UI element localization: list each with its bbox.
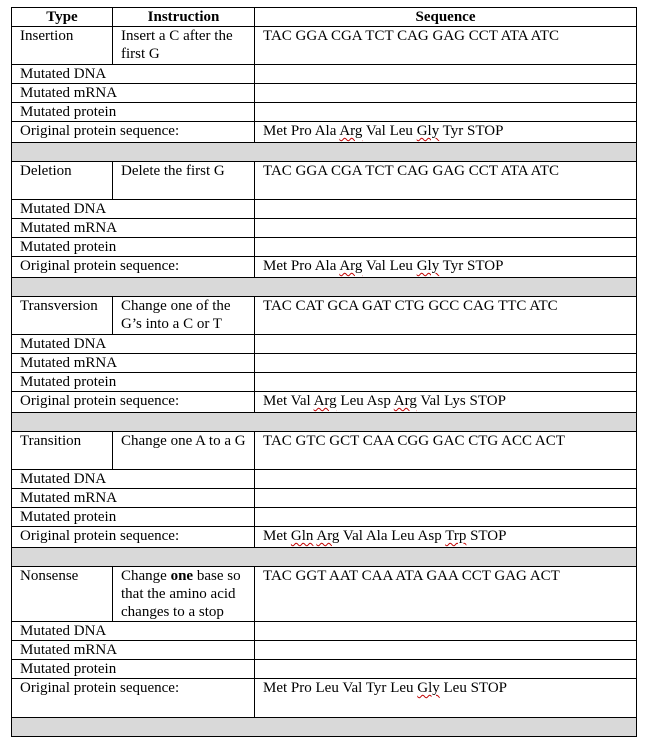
- answer-row: [12, 641, 637, 660]
- answer-row: [12, 489, 637, 508]
- section-separator: [12, 548, 637, 567]
- type-cell: Insertion: [12, 27, 113, 65]
- instruction-cell: [113, 567, 255, 622]
- amino-acid: Lys: [444, 393, 466, 409]
- section-separator: [12, 413, 637, 432]
- amino-acid: Ala: [365, 528, 388, 544]
- row-label: Mutated DNA: [12, 335, 255, 354]
- separator-cell: [12, 413, 637, 432]
- answer-cell[interactable]: [255, 354, 637, 373]
- amino-acid: Tyr: [365, 680, 387, 696]
- answer-cell[interactable]: [255, 335, 637, 354]
- original-protein-sequence: [255, 122, 637, 143]
- type-cell: Transition: [12, 432, 113, 470]
- amino-acid: Leu: [340, 393, 364, 409]
- answer-cell[interactable]: [255, 660, 637, 679]
- answer-cell[interactable]: [255, 489, 637, 508]
- amino-acid: Arg: [339, 123, 363, 139]
- amino-acid: STOP: [470, 528, 507, 544]
- amino-acid: Met: [263, 123, 288, 139]
- separator-cell: [12, 548, 637, 567]
- mutation-worksheet-table: [11, 7, 637, 737]
- row-label: Mutated protein: [12, 238, 255, 257]
- row-label: Mutated protein: [12, 373, 255, 392]
- amino-acid: Ala: [314, 123, 337, 139]
- answer-cell[interactable]: [255, 65, 637, 84]
- original-protein-row: [12, 392, 637, 413]
- answer-row: [12, 354, 637, 373]
- amino-acid: Arg: [316, 528, 340, 544]
- answer-cell[interactable]: [255, 470, 637, 489]
- amino-acid: Pro: [290, 123, 312, 139]
- original-protein-label: Original protein sequence:: [12, 122, 255, 143]
- answer-cell[interactable]: [255, 508, 637, 527]
- amino-acid: Arg: [339, 258, 363, 274]
- answer-cell[interactable]: [255, 200, 637, 219]
- dna-sequence-cell: TAC CAT GCA GAT CTG GCC CAG TTC ATC: [255, 297, 637, 335]
- row-label: Mutated mRNA: [12, 84, 255, 103]
- answer-row: [12, 238, 637, 257]
- amino-acid: Ala: [314, 258, 337, 274]
- header-type: Type: [12, 8, 113, 27]
- original-protein-label: Original protein sequence:: [12, 392, 255, 413]
- row-label: Mutated DNA: [12, 470, 255, 489]
- section-row: [12, 432, 637, 470]
- amino-acid: Val: [365, 258, 386, 274]
- amino-acid: Pro: [290, 680, 312, 696]
- section-row: [12, 297, 637, 335]
- row-label: Mutated protein: [12, 508, 255, 527]
- amino-acid: Arg: [313, 393, 337, 409]
- header-instruction: Instruction: [113, 8, 255, 27]
- row-label: Mutated mRNA: [12, 641, 255, 660]
- amino-acid: Leu: [443, 680, 467, 696]
- type-cell: Nonsense: [12, 567, 113, 622]
- answer-cell[interactable]: [255, 373, 637, 392]
- amino-acid: Gln: [290, 528, 314, 544]
- instruction-cell: Delete the first G: [113, 162, 255, 200]
- amino-acid: Asp: [366, 393, 391, 409]
- amino-acid: Leu: [391, 528, 415, 544]
- answer-row: [12, 622, 637, 641]
- instruction-text-post: base so that the amino acid changes to a stop: [121, 568, 241, 620]
- amino-acid: Val: [342, 680, 363, 696]
- answer-cell[interactable]: [255, 84, 637, 103]
- answer-cell[interactable]: [255, 622, 637, 641]
- original-protein-sequence: [255, 679, 637, 718]
- answer-row: [12, 65, 637, 84]
- amino-acid: Trp: [445, 528, 467, 544]
- original-protein-sequence: [255, 392, 637, 413]
- amino-acid: Met: [263, 258, 288, 274]
- instruction-text-pre: Change: [121, 568, 171, 584]
- separator-cell: [12, 278, 637, 297]
- section-separator: [12, 278, 637, 297]
- instruction-cell: Insert a C after the first G: [113, 27, 255, 65]
- amino-acid: Met: [263, 393, 288, 409]
- answer-cell[interactable]: [255, 238, 637, 257]
- dna-sequence-cell: TAC GGT AAT CAA ATA GAA CCT GAG ACT: [255, 567, 637, 622]
- row-label: Mutated DNA: [12, 200, 255, 219]
- section-separator: [12, 143, 637, 162]
- amino-acid: Val: [342, 528, 363, 544]
- type-cell: Deletion: [12, 162, 113, 200]
- answer-row: [12, 470, 637, 489]
- dna-sequence-cell: TAC GGA CGA TCT CAG GAG CCT ATA ATC: [255, 162, 637, 200]
- table-body: [12, 27, 637, 737]
- original-protein-sequence: [255, 257, 637, 278]
- answer-row: [12, 508, 637, 527]
- original-protein-row: [12, 257, 637, 278]
- original-protein-label: Original protein sequence:: [12, 679, 255, 718]
- section-row: [12, 27, 637, 65]
- header-row: [12, 8, 637, 27]
- instruction-text-bold: one: [170, 568, 194, 584]
- type-cell: Transversion: [12, 297, 113, 335]
- amino-acid: Val: [420, 393, 441, 409]
- answer-row: [12, 200, 637, 219]
- amino-acid: STOP: [467, 258, 504, 274]
- row-label: Mutated protein: [12, 103, 255, 122]
- original-protein-label: Original protein sequence:: [12, 527, 255, 548]
- row-label: Mutated DNA: [12, 622, 255, 641]
- amino-acid: Leu: [389, 123, 413, 139]
- amino-acid: Val: [365, 123, 386, 139]
- answer-cell[interactable]: [255, 103, 637, 122]
- amino-acid: Val: [290, 393, 311, 409]
- answer-cell[interactable]: [255, 219, 637, 238]
- amino-acid: Gly: [416, 123, 440, 139]
- original-protein-row: [12, 679, 637, 718]
- original-protein-row: [12, 122, 637, 143]
- amino-acid: STOP: [469, 393, 506, 409]
- section-row: [12, 567, 637, 622]
- amino-acid: Tyr: [442, 258, 464, 274]
- answer-row: [12, 103, 637, 122]
- amino-acid: STOP: [470, 680, 508, 696]
- amino-acid: Leu: [390, 680, 414, 696]
- original-protein-label: Original protein sequence:: [12, 257, 255, 278]
- answer-row: [12, 660, 637, 679]
- amino-acid: Leu: [389, 258, 413, 274]
- amino-acid: Met: [263, 680, 288, 696]
- row-label: Mutated DNA: [12, 65, 255, 84]
- amino-acid: Gly: [416, 258, 440, 274]
- dna-sequence-cell: TAC GGA CGA TCT CAG GAG CCT ATA ATC: [255, 27, 637, 65]
- amino-acid: Pro: [290, 258, 312, 274]
- separator-cell: [12, 718, 637, 737]
- row-label: Mutated protein: [12, 660, 255, 679]
- section-separator: [12, 718, 637, 737]
- row-label: Mutated mRNA: [12, 219, 255, 238]
- separator-cell: [12, 143, 637, 162]
- amino-acid: STOP: [467, 123, 504, 139]
- header-sequence: Sequence: [255, 8, 637, 27]
- amino-acid: Tyr: [442, 123, 464, 139]
- dna-sequence-cell: TAC GTC GCT CAA CGG GAC CTG ACC ACT: [255, 432, 637, 470]
- original-protein-sequence: [255, 527, 637, 548]
- amino-acid: Arg: [393, 393, 417, 409]
- row-label: Mutated mRNA: [12, 354, 255, 373]
- instruction-cell: Change one A to a G: [113, 432, 255, 470]
- amino-acid: Asp: [417, 528, 442, 544]
- amino-acid: Gly: [417, 680, 440, 696]
- row-label: Mutated mRNA: [12, 489, 255, 508]
- answer-cell[interactable]: [255, 641, 637, 660]
- answer-row: [12, 84, 637, 103]
- instruction-cell: Change one of the G’s into a C or T: [113, 297, 255, 335]
- amino-acid: Leu: [315, 680, 339, 696]
- original-protein-row: [12, 527, 637, 548]
- section-row: [12, 162, 637, 200]
- answer-row: [12, 335, 637, 354]
- answer-row: [12, 373, 637, 392]
- amino-acid: Met: [263, 528, 288, 544]
- answer-row: [12, 219, 637, 238]
